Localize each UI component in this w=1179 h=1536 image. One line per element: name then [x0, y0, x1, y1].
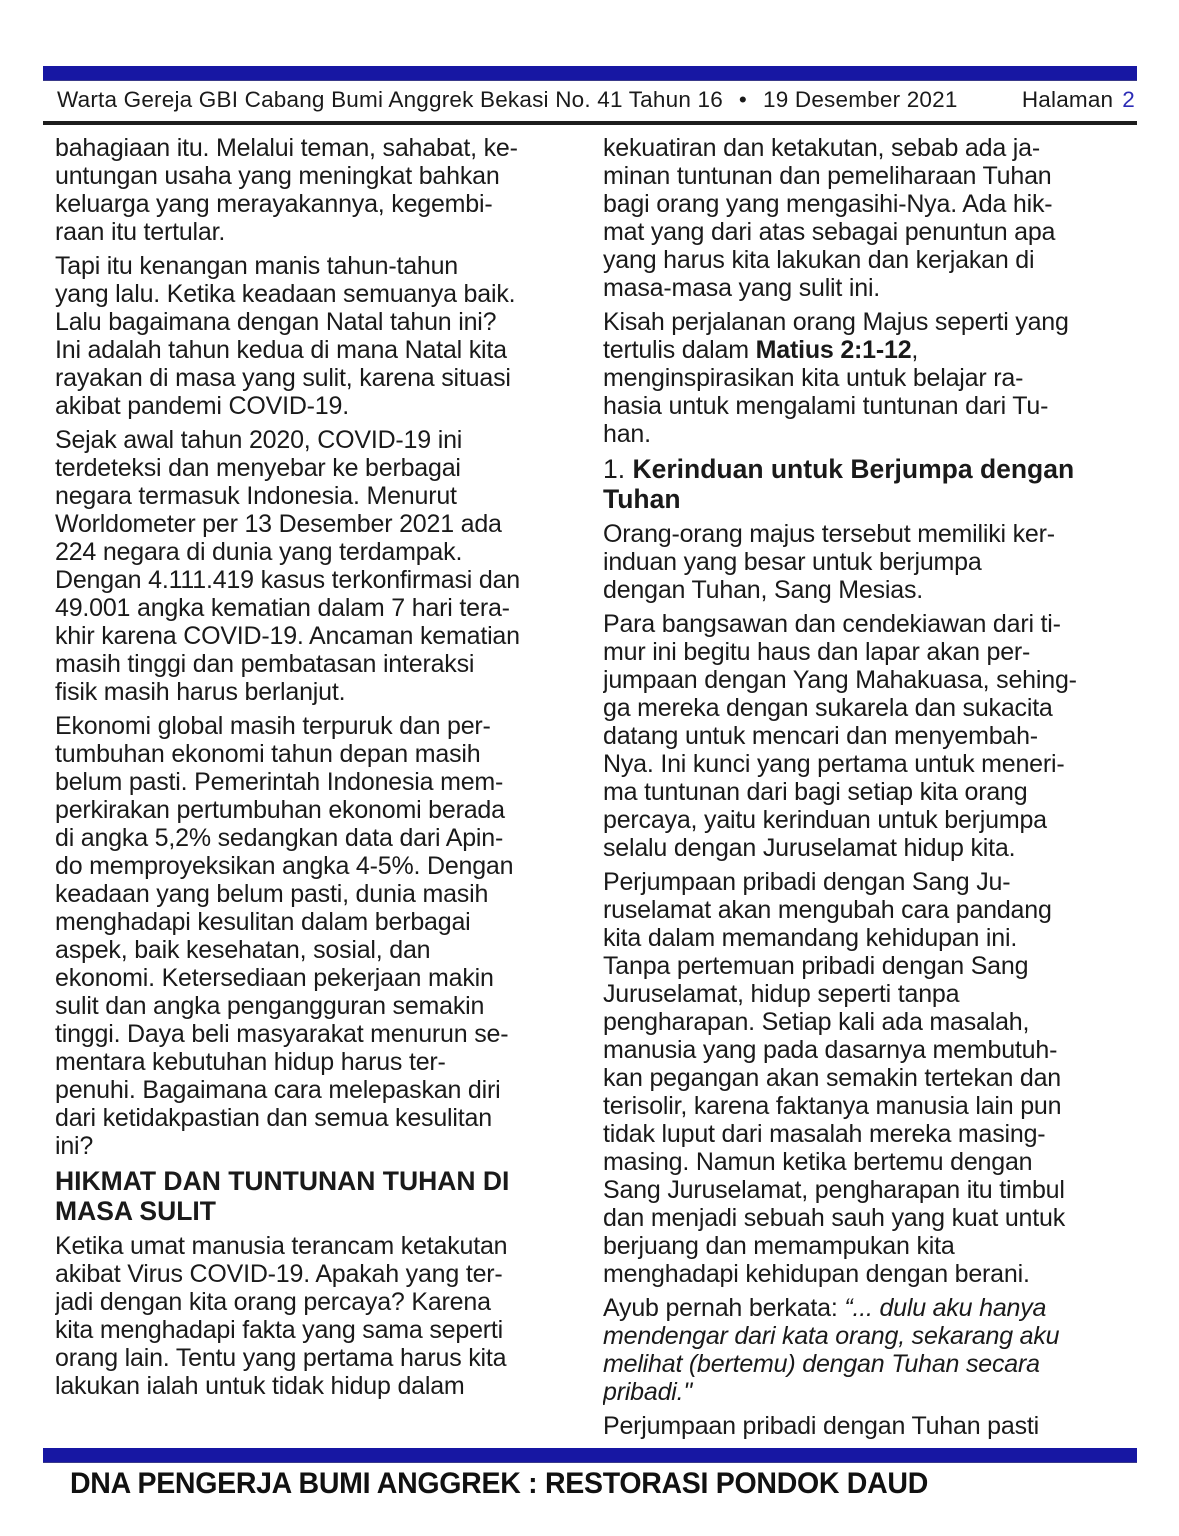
- text-line: [603, 1260, 1139, 1288]
- text-run: tumbuhan ekonomi tahun depan masih: [55, 740, 481, 768]
- text-line: [603, 336, 1139, 364]
- text-run: menghadapi kehidupan dengan berani.: [603, 1260, 1030, 1288]
- paragraph: [55, 134, 577, 246]
- text-run: kekuatiran dan ketakutan, sebab ada ja-: [603, 134, 1040, 162]
- footer-banner: [70, 1467, 973, 1501]
- text-line: [603, 638, 1139, 666]
- text-run: Ini adalah tahun kedua di mana Natal kita: [55, 336, 507, 364]
- text-run: 49.001 angka kematian dalam 7 hari tera-: [55, 594, 510, 622]
- text-run: lakukan ialah untuk tidak hidup dalam: [55, 1372, 465, 1400]
- text-line: [603, 1378, 1139, 1406]
- bullet-separator: •: [738, 87, 747, 112]
- text-run: sulit dan angka pengangguran semakin: [55, 992, 485, 1020]
- text-run: Ayub pernah berkata:: [603, 1294, 845, 1322]
- text-line: [55, 280, 577, 308]
- text-run: ekonomi. Ketersediaan pekerjaan makin: [55, 964, 494, 992]
- left-column: [55, 134, 577, 1446]
- page-header: [57, 87, 1135, 113]
- text-line: [55, 426, 577, 454]
- text-line: [55, 454, 577, 482]
- text-line: [55, 1288, 577, 1316]
- text-line: [55, 880, 577, 908]
- text-line: [55, 134, 577, 162]
- newsletter-title: Warta Gereja GBI Cabang Bumi Anggrek Bekasi No. 41 Tahun 16: [57, 87, 723, 112]
- text-run: masing. Namun ketika bertemu dengan: [603, 1148, 1033, 1176]
- text-line: [603, 218, 1139, 246]
- text-run: raan itu tertular.: [55, 218, 226, 246]
- text-run: masa-masa yang sulit ini.: [603, 274, 881, 302]
- text-run: ,: [911, 336, 919, 364]
- page-number: [1022, 87, 1135, 113]
- text-line: [55, 510, 577, 538]
- text-line: [55, 1372, 577, 1400]
- text-line: [603, 454, 1139, 484]
- text-run: rayakan di masa yang sulit, karena situasi: [55, 364, 511, 392]
- text-line: [55, 622, 577, 650]
- text-line: [55, 852, 577, 880]
- text-run: perkirakan pertumbuhan ekonomi berada: [55, 796, 505, 824]
- text-run: do memproyeksikan angka 4-5%. Dengan: [55, 852, 514, 880]
- top-divider-bar: [43, 66, 1137, 81]
- text-line: [603, 520, 1139, 548]
- text-run: melihat (bertemu) dengan Tuhan secara: [603, 1350, 1040, 1378]
- text-line: [55, 392, 577, 420]
- text-line: [603, 952, 1139, 980]
- text-line: [603, 1148, 1139, 1176]
- text-run: mur ini begitu haus dan lapar akan per-: [603, 638, 1031, 666]
- text-run: percaya, yaitu kerinduan untuk berjumpa: [603, 806, 1047, 834]
- text-run: selalu dengan Juruselamat hidup kita.: [603, 834, 1016, 862]
- paragraph: [603, 308, 1139, 448]
- text-run: di angka 5,2% sedangkan data dari Apin-: [55, 824, 504, 852]
- text-line: [55, 964, 577, 992]
- text-run: yang lalu. Ketika keadaan semuanya baik.: [55, 280, 516, 308]
- text-line: [55, 1076, 577, 1104]
- text-run: HIKMAT DAN TUNTUNAN TUHAN DI: [55, 1166, 510, 1196]
- text-run: Nya. Ini kunci yang pertama untuk meneri-: [603, 750, 1065, 778]
- text-run: Matius 2:1-12: [755, 336, 912, 364]
- text-run: akibat Virus COVID-19. Apakah yang ter-: [55, 1260, 503, 1288]
- paragraph: [55, 426, 577, 706]
- text-run: Worldometer per 13 Desember 2021 ada: [55, 510, 502, 538]
- text-line: [55, 1232, 577, 1260]
- text-run: pengharapan. Setiap kali ada masalah,: [603, 1008, 1030, 1036]
- text-line: [603, 778, 1139, 806]
- text-run: hasia untuk mengalami tuntunan dari Tu-: [603, 392, 1049, 420]
- text-line: [55, 1132, 577, 1160]
- text-line: [55, 252, 577, 280]
- text-line: [603, 246, 1139, 274]
- text-run: keadaan yang belum pasti, dunia masih: [55, 880, 489, 908]
- text-run: terdeteksi dan menyebar ke berbagai: [55, 454, 461, 482]
- text-run: Perjumpaan pribadi dengan Sang Ju-: [603, 868, 1011, 896]
- text-line: [603, 868, 1139, 896]
- text-run: ga mereka dengan sukarela dan sukacita: [603, 694, 1053, 722]
- text-run: kita menghadapi fakta yang sama seperti: [55, 1316, 504, 1344]
- text-line: [603, 1092, 1139, 1120]
- paragraph: [55, 712, 577, 1160]
- text-line: [603, 162, 1139, 190]
- text-line: [55, 308, 577, 336]
- text-run: “... dulu aku hanya: [844, 1294, 1047, 1322]
- text-line: [603, 1008, 1139, 1036]
- text-line: [603, 484, 1139, 514]
- text-line: [55, 740, 577, 768]
- text-line: [603, 1294, 1139, 1322]
- text-line: [55, 1196, 577, 1226]
- text-run: Perjumpaan pribadi dengan Tuhan pasti: [603, 1412, 1039, 1440]
- text-line: [603, 1064, 1139, 1092]
- text-line: [603, 694, 1139, 722]
- newsletter-masthead: [57, 87, 958, 113]
- text-line: [603, 190, 1139, 218]
- text-run: mendengar dari kata orang, sekarang aku: [603, 1322, 1060, 1350]
- issue-date: 19 Desember 2021: [763, 87, 958, 112]
- text-line: [55, 1316, 577, 1344]
- paragraph: [603, 1294, 1139, 1406]
- text-line: [55, 678, 577, 706]
- text-line: [55, 824, 577, 852]
- text-line: [603, 1350, 1139, 1378]
- text-line: [55, 992, 577, 1020]
- text-line: [603, 1322, 1139, 1350]
- text-run: fisik masih harus berlanjut.: [55, 678, 346, 706]
- article-body: [55, 134, 1139, 1446]
- text-line: [55, 538, 577, 566]
- text-run: menginspirasikan kita untuk belajar ra-: [603, 364, 1024, 392]
- text-run: Ketika umat manusia terancam ketakutan: [55, 1232, 508, 1260]
- text-line: [603, 1204, 1139, 1232]
- text-run: berjuang dan memampukan kita: [603, 1232, 955, 1260]
- text-line: [55, 908, 577, 936]
- text-line: [603, 576, 1139, 604]
- page-number-label: Halaman: [1021, 87, 1114, 112]
- text-run: untungan usaha yang meningkat bahkan: [55, 162, 500, 190]
- text-run: MASA SULIT: [55, 1196, 216, 1226]
- section-heading: [603, 454, 1139, 514]
- text-line: [603, 750, 1139, 778]
- right-column: [603, 134, 1139, 1446]
- text-line: [603, 924, 1139, 952]
- text-run: jadi dengan kita orang percaya? Karena: [55, 1288, 491, 1316]
- text-run: belum pasti. Pemerintah Indonesia mem-: [55, 768, 504, 796]
- text-line: [603, 134, 1139, 162]
- text-line: [603, 1036, 1139, 1064]
- text-line: [55, 566, 577, 594]
- text-line: [603, 274, 1139, 302]
- text-run: keluarga yang merayakannya, kegembi-: [55, 190, 493, 218]
- text-run: bagi orang yang mengasihi-Nya. Ada hik-: [603, 190, 1053, 218]
- text-line: [603, 806, 1139, 834]
- text-line: [603, 308, 1139, 336]
- text-line: [603, 1232, 1139, 1260]
- text-run: han.: [603, 420, 651, 448]
- text-run: Tuhan: [603, 484, 681, 514]
- text-run: mat yang dari atas sebagai penuntun apa: [603, 218, 1056, 246]
- text-run: ruselamat akan mengubah cara pandang: [603, 896, 1052, 924]
- text-run: khir karena COVID-19. Ancaman kematian: [55, 622, 520, 650]
- text-run: kita dalam memandang kehidupan ini.: [603, 924, 1018, 952]
- text-run: mentara kebutuhan hidup harus ter-: [55, 1048, 446, 1076]
- text-line: [55, 482, 577, 510]
- text-run: akibat pandemi COVID-19.: [55, 392, 349, 420]
- page-number-value: 2: [1122, 87, 1135, 112]
- text-run: tinggi. Daya beli masyarakat menurun se-: [55, 1020, 509, 1048]
- text-run: Sejak awal tahun 2020, COVID-19 ini: [55, 426, 463, 454]
- text-run: dari ketidakpastian dan semua kesulitan: [55, 1104, 492, 1132]
- text-run: menghadapi kesulitan dalam berbagai: [55, 908, 471, 936]
- text-line: [603, 980, 1139, 1008]
- text-run: Kisah perjalanan orang Majus seperti yang: [603, 308, 1069, 336]
- text-run: Para bangsawan dan cendekiawan dari ti-: [603, 610, 1061, 638]
- text-run: Ekonomi global masih terpuruk dan per-: [55, 712, 491, 740]
- paragraph: [603, 1412, 1139, 1440]
- text-line: [55, 1344, 577, 1372]
- text-line: [55, 1104, 577, 1132]
- text-line: [603, 364, 1139, 392]
- text-line: [55, 336, 577, 364]
- text-line: [603, 392, 1139, 420]
- text-line: [55, 1020, 577, 1048]
- text-run: Juruselamat, hidup seperti tanpa: [603, 980, 960, 1008]
- text-line: [55, 1260, 577, 1288]
- text-run: tidak luput dari masalah mereka masing-: [603, 1120, 1046, 1148]
- section-heading: [55, 1166, 577, 1226]
- text-run: pribadi.": [603, 1378, 693, 1406]
- text-line: [55, 650, 577, 678]
- text-line: [55, 162, 577, 190]
- text-run: bahagiaan itu. Melalui teman, sahabat, ke-: [55, 134, 518, 162]
- text-run: Kerinduan untuk Berjumpa dengan: [632, 454, 1075, 484]
- text-run: Dengan 4.111.419 kasus terkonfirmasi dan: [55, 566, 520, 594]
- text-run: kan pegangan akan semakin tertekan dan: [603, 1064, 1062, 1092]
- text-line: [603, 420, 1139, 448]
- text-run: jumpaan dengan Yang Mahakuasa, sehing-: [603, 666, 1077, 694]
- text-run: datang untuk mencari dan menyembah-: [603, 722, 1038, 750]
- paragraph: [55, 252, 577, 420]
- text-run: 224 negara di dunia yang terdampak.: [55, 538, 463, 566]
- text-run: dengan Tuhan, Sang Mesias.: [603, 576, 924, 604]
- text-line: [55, 1166, 577, 1196]
- text-line: [603, 834, 1139, 862]
- text-run: induan yang besar untuk berjumpa: [603, 548, 982, 576]
- header-rule: [43, 121, 1137, 125]
- text-line: [603, 1176, 1139, 1204]
- text-run: aspek, baik kesehatan, sosial, dan: [55, 936, 431, 964]
- paragraph: [603, 610, 1139, 862]
- paragraph: [603, 520, 1139, 604]
- text-line: [55, 1048, 577, 1076]
- text-line: [603, 666, 1139, 694]
- text-line: [55, 364, 577, 392]
- text-run: ma tuntunan dari bagi setiap kita orang: [603, 778, 1028, 806]
- text-run: yang harus kita lakukan dan kerjakan di: [603, 246, 1035, 274]
- text-run: dan menjadi sebuah sauh yang kuat untuk: [603, 1204, 1065, 1232]
- text-run: masih tinggi dan pembatasan interaksi: [55, 650, 475, 678]
- paragraph: [603, 868, 1139, 1288]
- text-line: [603, 1120, 1139, 1148]
- text-run: minan tuntunan dan pemeliharaan Tuhan: [603, 162, 1052, 190]
- text-run: orang lain. Tentu yang pertama harus kita: [55, 1344, 507, 1372]
- text-line: [603, 610, 1139, 638]
- text-line: [603, 548, 1139, 576]
- text-line: [603, 896, 1139, 924]
- paragraph: [603, 134, 1139, 302]
- text-run: Lalu bagaimana dengan Natal tahun ini?: [55, 308, 497, 336]
- text-line: [55, 190, 577, 218]
- text-line: [603, 1412, 1139, 1440]
- text-run: penuhi. Bagaimana cara melepaskan diri: [55, 1076, 501, 1104]
- text-run: negara termasuk Indonesia. Menurut: [55, 482, 457, 510]
- text-line: [55, 936, 577, 964]
- text-run: Orang-orang majus tersebut memiliki ker-: [603, 520, 1055, 548]
- text-line: [55, 218, 577, 246]
- text-run: 1.: [603, 454, 633, 484]
- text-run: Tapi itu kenangan manis tahun-tahun: [55, 252, 459, 280]
- text-run: Sang Juruselamat, pengharapan itu timbul: [603, 1176, 1065, 1204]
- text-line: [603, 722, 1139, 750]
- text-line: [55, 712, 577, 740]
- text-run: manusia yang pada dasarnya membutuh-: [603, 1036, 1058, 1064]
- text-run: Tanpa pertemuan pribadi dengan Sang: [603, 952, 1029, 980]
- footer-banner-text: DNA PENGERJA BUMI ANGGREK : RESTORASI PONDOK DAUD: [70, 1467, 928, 1500]
- text-run: tertulis dalam: [603, 336, 756, 364]
- text-line: [55, 768, 577, 796]
- text-line: [55, 796, 577, 824]
- footer-divider-bar: [43, 1448, 1137, 1463]
- text-run: terisolir, karena faktanya manusia lain pun: [603, 1092, 1062, 1120]
- text-line: [55, 594, 577, 622]
- text-run: ini?: [55, 1132, 94, 1160]
- paragraph: [55, 1232, 577, 1400]
